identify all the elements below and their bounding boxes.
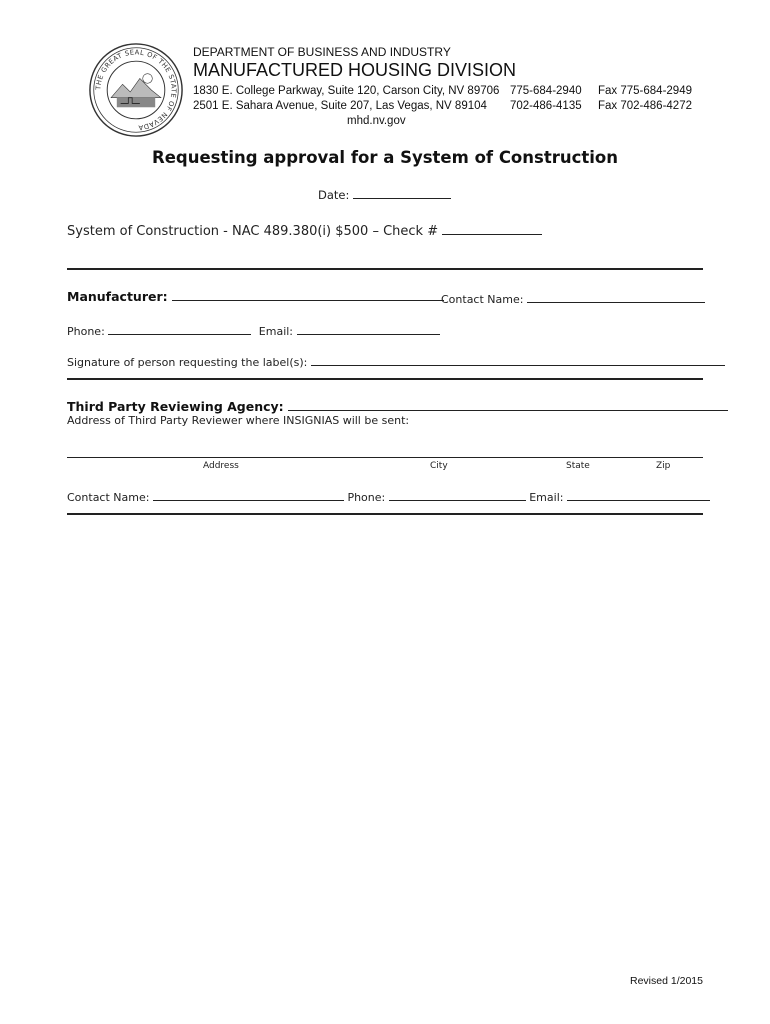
third-party-contact-row (67, 486, 710, 504)
manufacturer-contact-field[interactable] (527, 288, 705, 303)
manufacturer-contact-label: Contact Name: (441, 293, 524, 306)
signature-row (67, 351, 725, 369)
department-name: DEPARTMENT OF BUSINESS AND INDUSTRY (193, 45, 451, 59)
system-of-construction-label: System of Construction - NAC 489.380(i) $500 – Check # (67, 224, 439, 239)
fax-las-vegas: Fax 702-486-4272 (598, 100, 692, 112)
manufacturer-email-field[interactable] (297, 320, 440, 335)
manufacturer-field[interactable] (172, 286, 444, 301)
third-party-email-label: Email: (529, 491, 564, 504)
revised-date: Revised 1/2015 (630, 975, 703, 987)
city-caption: City (430, 461, 448, 471)
third-party-email-field[interactable] (567, 486, 710, 501)
third-party-contact-label: Contact Name: (67, 491, 150, 504)
third-party-address-note: Address of Third Party Reviewer where INSIGNIAS will be sent: (67, 414, 410, 427)
date-field[interactable] (353, 184, 451, 199)
zip-caption: Zip (656, 461, 671, 471)
address-las-vegas: 2501 E. Sahara Avenue, Suite 207, Las Vegas, NV 89104 (193, 100, 487, 112)
manufacturer-row (67, 286, 444, 304)
manufacturer-contact-row (441, 288, 705, 306)
third-party-row (67, 396, 728, 414)
phone-las-vegas: 702-486-4135 (510, 100, 582, 112)
manufacturer-phone-row (67, 320, 440, 338)
manufacturer-phone-label: Phone: (67, 325, 105, 338)
address-field[interactable] (67, 457, 703, 458)
date-row (318, 184, 451, 202)
signature-label: Signature of person requesting the label(s): (67, 356, 308, 369)
state-seal-icon (88, 42, 184, 138)
address-caption: Address (203, 461, 239, 471)
manufacturer-label: Manufacturer: (67, 289, 168, 304)
third-party-phone-field[interactable] (389, 486, 526, 501)
state-caption: State (566, 461, 590, 471)
signature-field[interactable] (311, 351, 725, 366)
fax-carson-city: Fax 775-684-2949 (598, 85, 692, 97)
division-name: MANUFACTURED HOUSING DIVISION (193, 60, 517, 80)
form-title: Requesting approval for a System of Construction (151, 148, 619, 167)
section-divider (67, 268, 703, 270)
date-label: Date: (318, 188, 350, 202)
svg-text:THE GREAT SEAL OF THE STATE OF: THE GREAT SEAL OF THE STATE OF NEVADA (94, 48, 178, 132)
third-party-contact-field[interactable] (153, 486, 344, 501)
check-number-field[interactable] (442, 220, 542, 235)
third-party-field[interactable] (288, 396, 728, 411)
phone-carson-city: 775-684-2940 (510, 85, 582, 97)
website[interactable]: mhd.nv.gov (347, 115, 406, 127)
third-party-label: Third Party Reviewing Agency: (67, 399, 284, 414)
manufacturer-phone-field[interactable] (108, 320, 251, 335)
section-divider (67, 378, 703, 380)
third-party-phone-label: Phone: (347, 491, 386, 504)
manufacturer-email-label: Email: (258, 325, 294, 338)
system-of-construction-row (67, 220, 542, 239)
address-carson-city: 1830 E. College Parkway, Suite 120, Carson City, NV 89706 (193, 85, 500, 97)
section-divider (67, 513, 703, 515)
